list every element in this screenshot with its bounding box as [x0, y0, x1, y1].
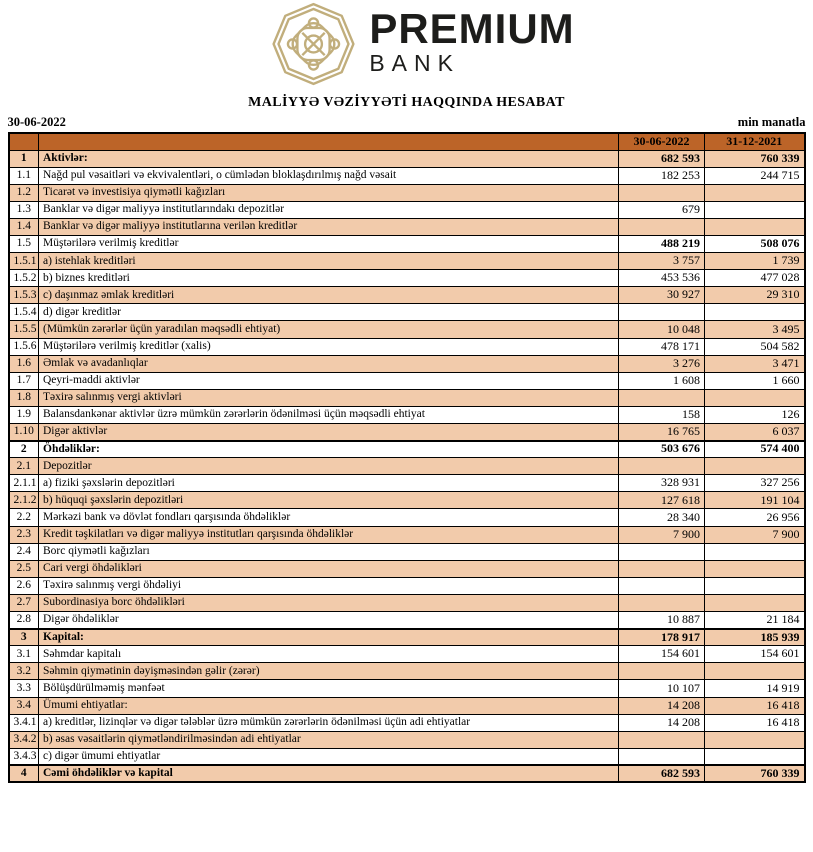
row-value-prior: 126 [705, 406, 805, 423]
table-row [9, 458, 805, 475]
row-number: 1.4 [9, 218, 39, 235]
row-value-current: 488 219 [619, 235, 705, 252]
brand-subname: BANK [369, 50, 460, 76]
row-label: Öhdəliklər: [39, 441, 619, 458]
table-row [9, 680, 805, 697]
row-value-current: 182 253 [619, 167, 705, 184]
row-label: Ümumi ehtiyatlar: [39, 697, 619, 714]
table-row [9, 406, 805, 423]
bank-logo [28, 0, 813, 86]
brand-text [369, 2, 574, 76]
row-label: Əmlak və avadanlıqlar [39, 355, 619, 372]
table-row [9, 372, 805, 389]
row-value-prior [705, 201, 805, 218]
row-label: Banklar və digər maliyyə institutlarına verilən kreditlər [39, 218, 619, 235]
row-number: 2 [9, 441, 39, 458]
table-row [9, 492, 805, 509]
row-value-current: 453 536 [619, 270, 705, 287]
row-label: b) biznes kreditləri [39, 270, 619, 287]
row-label: b) əsas vəsaitlərin qiymətləndirilməsindən adi ehtiyatlar [39, 731, 619, 748]
row-value-current [619, 560, 705, 577]
table-row [9, 560, 805, 577]
row-value-current [619, 543, 705, 560]
row-value-current: 3 757 [619, 253, 705, 270]
header-no-cell [9, 133, 39, 150]
row-number: 3.2 [9, 663, 39, 680]
row-value-current: 28 340 [619, 509, 705, 526]
row-number: 2.3 [9, 526, 39, 543]
report-meta-row [8, 115, 806, 130]
row-value-prior [705, 577, 805, 594]
row-number: 3 [9, 629, 39, 646]
row-value-prior [705, 543, 805, 560]
unit-note: min manatla [737, 115, 806, 129]
row-number: 3.3 [9, 680, 39, 697]
row-label: Aktivlər: [39, 150, 619, 167]
row-value-prior: 6 037 [705, 424, 805, 441]
row-value-current [619, 663, 705, 680]
table-row [9, 270, 805, 287]
table-row [9, 697, 805, 714]
table-row [9, 577, 805, 594]
row-value-current [619, 731, 705, 748]
row-label: Cəmi öhdəliklər və kapital [39, 765, 619, 782]
row-value-current [619, 458, 705, 475]
row-value-current: 154 601 [619, 646, 705, 663]
table-row [9, 629, 805, 646]
row-label: d) digər kreditlər [39, 304, 619, 321]
row-label: a) fiziki şəxslərin depozitləri [39, 475, 619, 492]
row-label: a) istehlak kreditləri [39, 253, 619, 270]
table-row [9, 509, 805, 526]
row-value-prior: 477 028 [705, 270, 805, 287]
table-row [9, 714, 805, 731]
row-number: 2.8 [9, 612, 39, 629]
row-number: 4 [9, 765, 39, 782]
row-number: 1.7 [9, 372, 39, 389]
row-value-current: 10 887 [619, 612, 705, 629]
table-row [9, 235, 805, 252]
row-number: 3.4.2 [9, 731, 39, 748]
row-value-prior [705, 663, 805, 680]
table-row [9, 663, 805, 680]
row-label: Borc qiymətli kağızları [39, 543, 619, 560]
row-label: a) kreditlər, lizinqlər və digər tələblər üzrə mümkün zərərlərin ödənilməsi üçün adi ehtiyatlar [39, 714, 619, 731]
table-row [9, 304, 805, 321]
column-header-current: 30-06-2022 [619, 133, 705, 150]
row-value-prior: 1 660 [705, 372, 805, 389]
row-value-prior: 16 418 [705, 714, 805, 731]
row-label: Təxirə salınmış vergi öhdəliyi [39, 577, 619, 594]
row-label: Səhmin qiymətinin dəyişməsindən gəlir (zərər) [39, 663, 619, 680]
row-number: 3.4.1 [9, 714, 39, 731]
row-value-current: 478 171 [619, 338, 705, 355]
row-label: Müştərilərə verilmiş kreditlər [39, 235, 619, 252]
row-number: 1.8 [9, 389, 39, 406]
row-value-prior: 185 939 [705, 629, 805, 646]
row-number: 2.4 [9, 543, 39, 560]
row-number: 1.9 [9, 406, 39, 423]
row-value-current: 16 765 [619, 424, 705, 441]
table-row [9, 389, 805, 406]
row-number: 1.3 [9, 201, 39, 218]
table-row [9, 321, 805, 338]
row-value-current [619, 389, 705, 406]
table-row [9, 441, 805, 458]
row-number: 2.2 [9, 509, 39, 526]
row-value-prior: 21 184 [705, 612, 805, 629]
table-row [9, 184, 805, 201]
row-label: c) digər ümumi ehtiyatlar [39, 748, 619, 765]
row-value-current: 10 107 [619, 680, 705, 697]
financial-statement-table [8, 132, 806, 783]
row-number: 1.6 [9, 355, 39, 372]
row-value-prior: 154 601 [705, 646, 805, 663]
row-label: Mərkəzi bank və dövlət fondları qarşısında öhdəliklər [39, 509, 619, 526]
row-value-current: 178 917 [619, 629, 705, 646]
row-value-current [619, 577, 705, 594]
row-number: 2.7 [9, 594, 39, 611]
row-value-current [619, 594, 705, 611]
column-header-prior: 31-12-2021 [705, 133, 805, 150]
row-label: Kredit təşkilatları və digər maliyyə institutları qarşısında öhdəliklər [39, 526, 619, 543]
row-number: 2.5 [9, 560, 39, 577]
row-label: c) daşınmaz əmlak kreditləri [39, 287, 619, 304]
row-number: 1.1 [9, 167, 39, 184]
row-value-current: 1 608 [619, 372, 705, 389]
row-label: Səhmdar kapitalı [39, 646, 619, 663]
row-label: Ticarət və investisiya qiymətli kağızları [39, 184, 619, 201]
table-row [9, 594, 805, 611]
row-label: Banklar və digər maliyyə institutlarındakı depozitlər [39, 201, 619, 218]
row-label: Cari vergi öhdəlikləri [39, 560, 619, 577]
row-number: 1.5.1 [9, 253, 39, 270]
row-value-current: 679 [619, 201, 705, 218]
row-label: Qeyri-maddi aktivlər [39, 372, 619, 389]
row-number: 3.4.3 [9, 748, 39, 765]
row-value-current: 14 208 [619, 697, 705, 714]
row-value-prior: 1 739 [705, 253, 805, 270]
row-value-current: 30 927 [619, 287, 705, 304]
row-number: 3.4 [9, 697, 39, 714]
table-row [9, 355, 805, 372]
row-value-prior: 760 339 [705, 765, 805, 782]
row-value-current: 158 [619, 406, 705, 423]
row-value-prior: 327 256 [705, 475, 805, 492]
report-date: 30-06-2022 [7, 115, 66, 129]
row-value-prior [705, 731, 805, 748]
row-number: 2.1.1 [9, 475, 39, 492]
row-value-prior [705, 389, 805, 406]
row-value-prior: 14 919 [705, 680, 805, 697]
table-row [9, 765, 805, 782]
table-row [9, 543, 805, 560]
table-header [9, 133, 805, 150]
row-value-prior: 504 582 [705, 338, 805, 355]
row-label: Digər aktivlər [39, 424, 619, 441]
row-number: 2.1 [9, 458, 39, 475]
row-value-current: 328 931 [619, 475, 705, 492]
row-number: 1.5.2 [9, 270, 39, 287]
row-value-prior [705, 218, 805, 235]
row-label: Müştərilərə verilmiş kreditlər (xalis) [39, 338, 619, 355]
row-label: Təxirə salınmış vergi aktivləri [39, 389, 619, 406]
row-value-prior [705, 748, 805, 765]
row-value-current [619, 304, 705, 321]
row-value-prior: 7 900 [705, 526, 805, 543]
row-label: Subordinasiya borc öhdəlikləri [39, 594, 619, 611]
row-number: 1.5 [9, 235, 39, 252]
row-number: 3.1 [9, 646, 39, 663]
table-row [9, 731, 805, 748]
row-number: 1.5.4 [9, 304, 39, 321]
row-value-prior: 3 495 [705, 321, 805, 338]
table-row [9, 253, 805, 270]
row-value-prior [705, 594, 805, 611]
row-value-current [619, 184, 705, 201]
table-row [9, 201, 805, 218]
table-row [9, 150, 805, 167]
row-label: b) hüquqi şəxslərin depozitləri [39, 492, 619, 509]
row-value-prior: 3 471 [705, 355, 805, 372]
row-number: 1.5.5 [9, 321, 39, 338]
row-label: Nağd pul vəsaitləri və ekvivalentləri, o cümlədən bloklaşdırılmış nağd vəsait [39, 167, 619, 184]
table-row [9, 612, 805, 629]
row-label: Bölüşdürülməmiş mənfəət [39, 680, 619, 697]
row-label: (Mümkün zərərlər üçün yaradılan məqsədli ehtiyat) [39, 321, 619, 338]
table-row [9, 167, 805, 184]
row-value-prior: 16 418 [705, 697, 805, 714]
row-value-current: 503 676 [619, 441, 705, 458]
row-label: Balansdankənar aktivlər üzrə mümkün zərərlərin ödənilməsi üçün məqsədli ehtiyat [39, 406, 619, 423]
row-value-prior: 29 310 [705, 287, 805, 304]
row-value-current: 682 593 [619, 765, 705, 782]
row-value-current: 10 048 [619, 321, 705, 338]
table-row [9, 475, 805, 492]
row-value-current: 682 593 [619, 150, 705, 167]
row-value-prior: 574 400 [705, 441, 805, 458]
row-number: 1.2 [9, 184, 39, 201]
row-value-current: 127 618 [619, 492, 705, 509]
row-value-prior [705, 560, 805, 577]
row-number: 2.1.2 [9, 492, 39, 509]
row-number: 1.5.6 [9, 338, 39, 355]
header-label-cell [39, 133, 619, 150]
row-number: 2.6 [9, 577, 39, 594]
row-label: Kapital: [39, 629, 619, 646]
table-row [9, 287, 805, 304]
row-value-current [619, 748, 705, 765]
row-number: 1 [9, 150, 39, 167]
table-row [9, 646, 805, 663]
row-number: 1.5.3 [9, 287, 39, 304]
row-value-prior: 244 715 [705, 167, 805, 184]
row-label: Digər öhdəliklər [39, 612, 619, 629]
report-title: MALİYYƏ VƏZİYYƏTİ HAQQINDA HESABAT [248, 95, 565, 110]
row-value-current: 14 208 [619, 714, 705, 731]
table-row [9, 748, 805, 765]
row-value-prior [705, 184, 805, 201]
row-value-current: 7 900 [619, 526, 705, 543]
row-value-prior: 508 076 [705, 235, 805, 252]
row-value-prior: 191 104 [705, 492, 805, 509]
row-number: 1.10 [9, 424, 39, 441]
row-value-prior: 26 956 [705, 509, 805, 526]
row-value-current [619, 218, 705, 235]
row-value-prior [705, 304, 805, 321]
row-label: Depozitlər [39, 458, 619, 475]
table-row [9, 218, 805, 235]
table-row [9, 424, 805, 441]
table-body [9, 150, 805, 782]
row-value-prior: 760 339 [705, 150, 805, 167]
table-row [9, 338, 805, 355]
brand-name: PREMIUM [369, 5, 575, 52]
table-row [9, 526, 805, 543]
bank-emblem-knot-icon [266, 2, 361, 86]
row-value-current: 3 276 [619, 355, 705, 372]
table-header-row [9, 133, 805, 150]
row-value-prior [705, 458, 805, 475]
